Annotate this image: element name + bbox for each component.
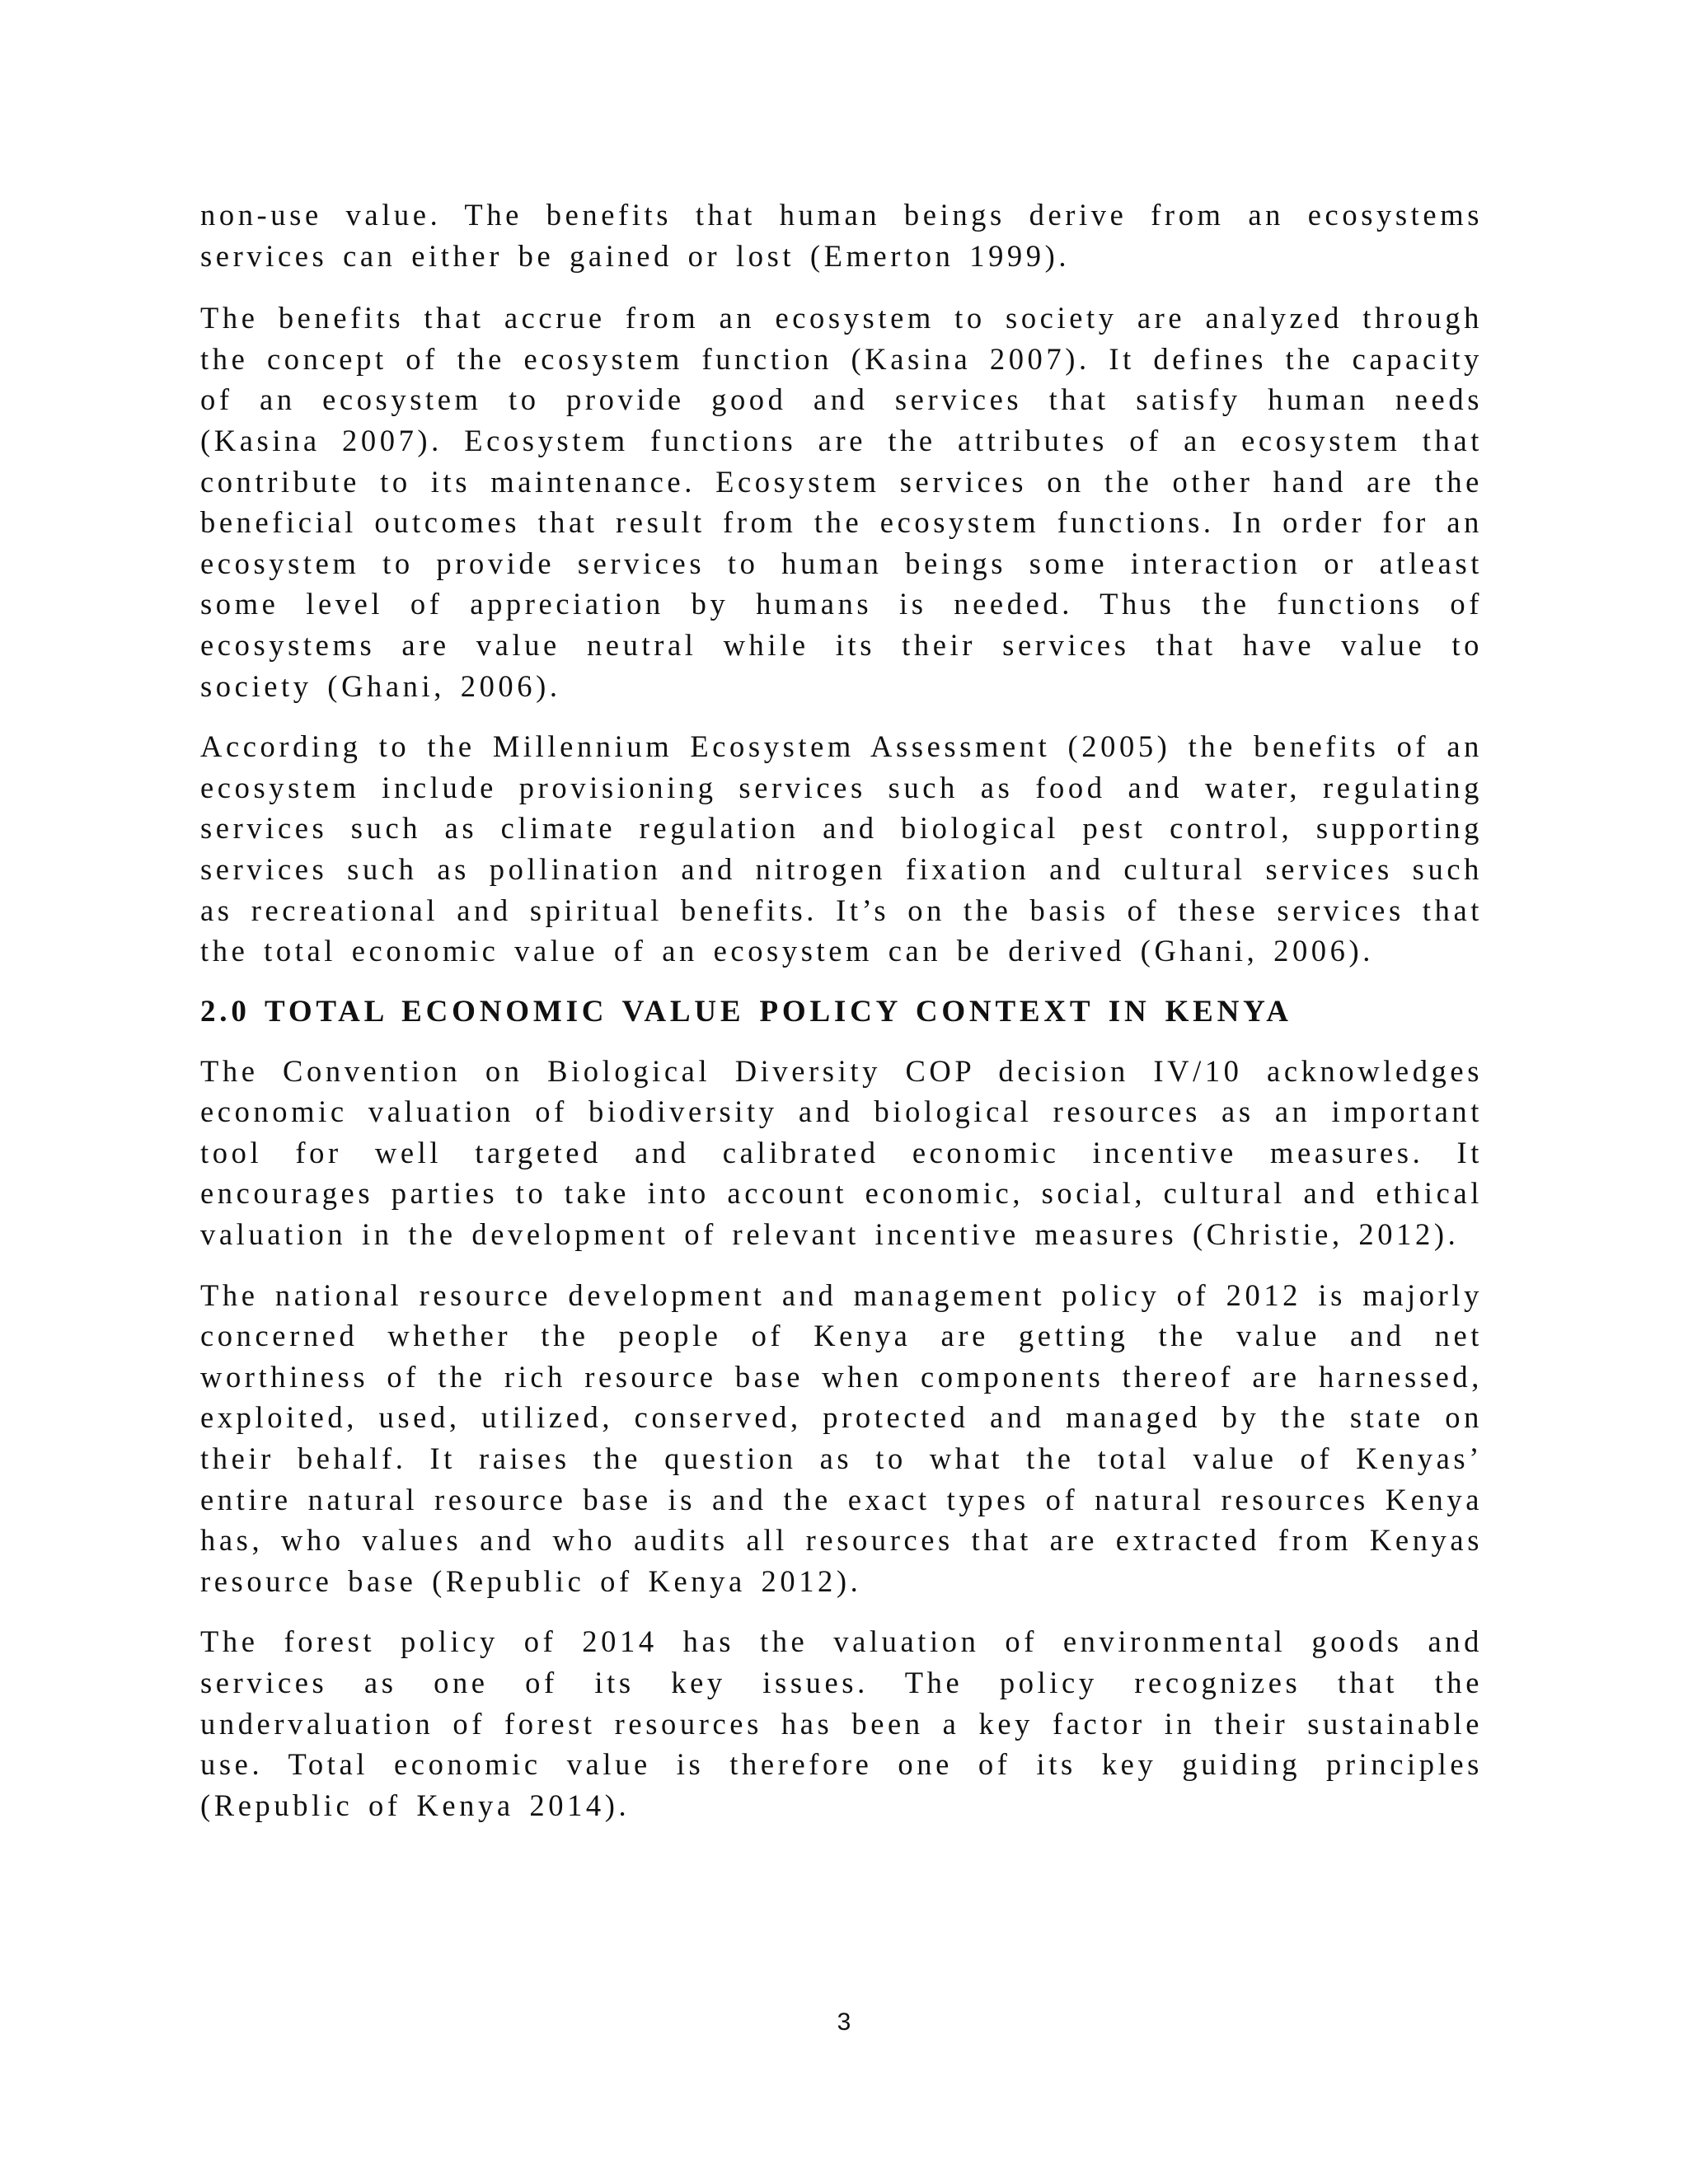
paragraph-convention-biological-diversity: The Convention on Biological Diversity COP decision IV/10 acknowledges economic valuation of biodiversity and biological resources as an important tool for well targeted and calibrated economic incentive measures. It encourages parties to take into account economic, social, cultural and ethical valuation in the development of relevant incentive measures (Christie, 2012). [200,1053,1483,1252]
paragraph-national-resource-policy: The national resource development and management policy of 2012 is majorly concerned whether the people of Kenya are getting the value and net worthiness of the rich resource base when components thereof are harnessed, exploited, used, utilized, conserved, protected and managed by the state on their behalf. It raises the question as to what the total value of Kenyas’ entire natural resource base is and the exact types of natural resources Kenya has, who values and who audits all resources that are extracted from Kenyas resource base (Republic of Kenya 2012). [200,1277,1483,1598]
paragraph-ecosystem-function: The benefits that accrue from an ecosystem to society are analyzed through the concept of the ecosystem function (Kasina 2007). It defines the capacity of an ecosystem to provide good and services that satisfy human needs (Kasina 2007). Ecosystem functions are the attributes of an ecosystem that contribute to its maintenance. Ecosystem services on the other hand are the beneficial outcomes that result from the ecosystem functions. In order for an ecosystem to provide services to human beings some interaction or atleast some level of appreciation by humans is needed. Thus the functions of ecosystems are value neutral while its their services that have value to society (Ghani, 2006). [200,301,1483,703]
page-body [200,194,1483,1845]
paragraph-forest-policy: The forest policy of 2014 has the valuation of environmental goods and services as one of its key issues. The policy recognizes that the undervaluation of forest resources has been a key factor in their sustainable use. Total economic value is therefore one of its key guiding principles (Republic of Kenya 2014). [200,1624,1483,1822]
paragraph-millennium-assessment: According to the Millennium Ecosystem Assessment (2005) the benefits of an ecosystem include provisioning services such as food and water, regulating services such as climate regulation and biological pest control, supporting services such as pollination and nitrogen fixation and cultural services such as recreational and spiritual benefits. It’s on the basis of these services that the total economic value of an ecosystem can be derived (Ghani, 2006). [200,729,1483,968]
page-number: 3 [837,2008,851,2036]
paragraph-non-use-value: non-use value. The benefits that human beings derive from an ecosystems services can either be gained or lost (Emerton 1999). [200,198,1483,273]
section-heading: 2.0 TOTAL ECONOMIC VALUE POLICY CONTEXT IN KENYA [200,994,1292,1029]
